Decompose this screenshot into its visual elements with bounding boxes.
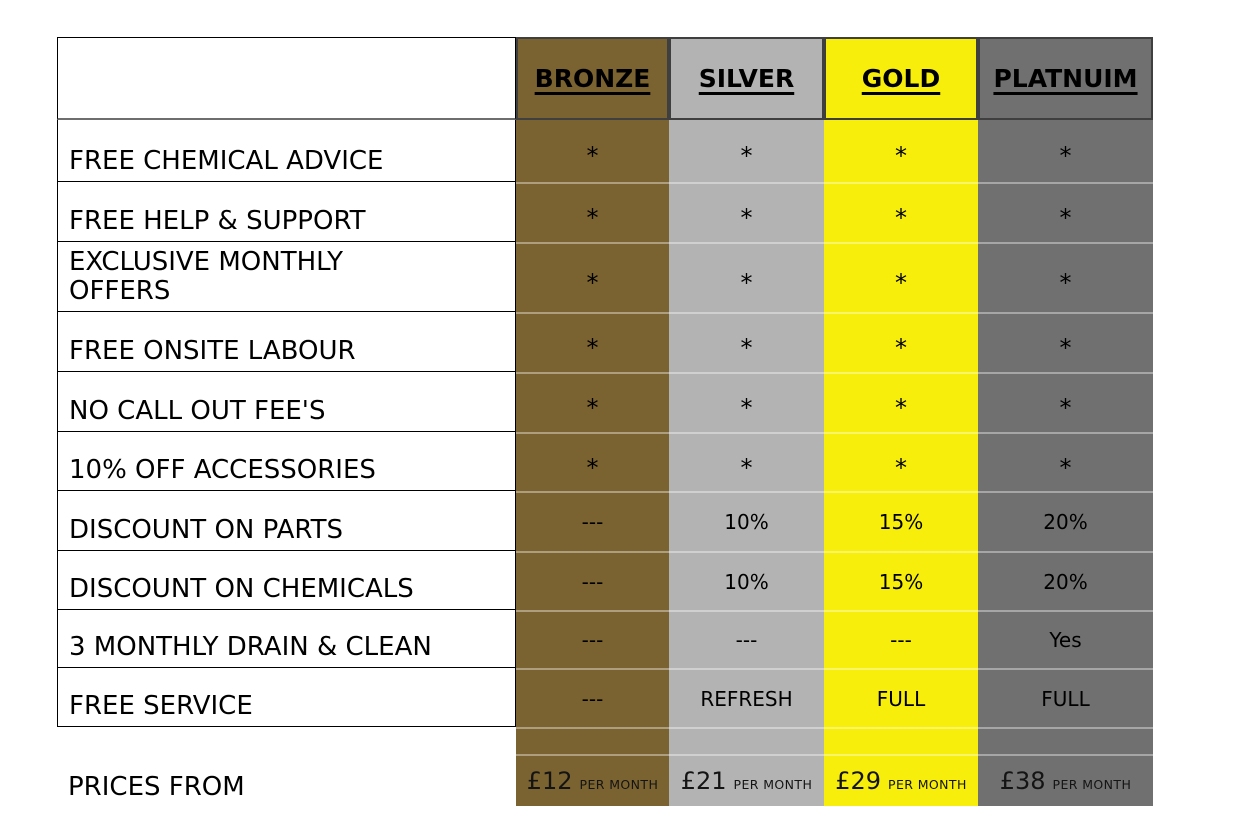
feature-value: * xyxy=(895,269,907,297)
feature-value: * xyxy=(1059,269,1072,297)
feature-value-cell xyxy=(978,610,1153,668)
feature-value-cell xyxy=(669,432,824,491)
price-cell-platnuim xyxy=(978,754,1153,806)
tier-header-bronze xyxy=(516,37,669,120)
price-cell-silver xyxy=(669,754,824,806)
feature-value: * xyxy=(895,142,907,170)
feature-value-cell xyxy=(516,372,669,432)
feature-value: * xyxy=(740,334,753,362)
feature-label-text: FREE HELP & SUPPORT xyxy=(69,205,366,236)
feature-value-cell xyxy=(669,610,824,668)
feature-value-cell xyxy=(824,551,978,610)
feature-value: * xyxy=(586,334,599,362)
price-amount: £21 xyxy=(680,767,727,795)
price-text xyxy=(527,767,659,795)
prices-from-text: PRICES FROM xyxy=(68,772,245,802)
feature-label-text: FREE ONSITE LABOUR xyxy=(69,335,356,366)
feature-value: --- xyxy=(581,569,604,594)
feature-value: * xyxy=(895,204,907,232)
price-unit: PER MONTH xyxy=(733,777,813,792)
spacer-cell xyxy=(516,727,669,754)
price-amount: £38 xyxy=(999,767,1046,795)
feature-value: FULL xyxy=(1041,686,1090,711)
feature-value: * xyxy=(895,453,907,482)
feature-value: * xyxy=(740,394,753,422)
feature-value-cell xyxy=(824,242,978,312)
feature-label-text: EXCLUSIVE MONTHLY OFFERS xyxy=(69,246,344,306)
feature-value: * xyxy=(895,334,907,362)
tier-header-label: BRONZE xyxy=(534,64,651,93)
feature-value: 10% xyxy=(724,510,769,534)
feature-value-cell xyxy=(824,432,978,491)
feature-label-text: 10% OFF ACCESSORIES xyxy=(69,454,376,485)
feature-label-text: FREE SERVICE xyxy=(69,690,253,721)
feature-label-text: DISCOUNT ON PARTS xyxy=(69,514,343,545)
spacer-cell xyxy=(978,727,1153,754)
feature-value-cell xyxy=(669,182,824,242)
feature-label-text: 3 MONTHLY DRAIN & CLEAN xyxy=(69,631,432,662)
feature-value-cell xyxy=(669,668,824,727)
feature-value-cell xyxy=(824,491,978,551)
feature-value-cell xyxy=(516,491,669,551)
feature-value-cell xyxy=(978,491,1153,551)
feature-value: FULL xyxy=(876,686,926,711)
feature-value: * xyxy=(586,142,599,170)
price-unit: PER MONTH xyxy=(579,777,659,792)
table-grid xyxy=(57,37,1153,806)
spacer-cell xyxy=(824,727,978,754)
feature-value: * xyxy=(740,204,753,232)
feature-value-cell xyxy=(978,432,1153,491)
feature-label xyxy=(57,668,516,727)
feature-value-cell xyxy=(669,372,824,432)
feature-value-cell xyxy=(978,182,1153,242)
feature-value-cell xyxy=(978,668,1153,727)
feature-value: * xyxy=(586,453,599,482)
feature-value: * xyxy=(586,394,599,422)
feature-value: 20% xyxy=(1043,569,1088,594)
feature-value: * xyxy=(740,142,753,170)
feature-value: --- xyxy=(581,628,604,652)
feature-value-cell xyxy=(669,120,824,182)
price-text xyxy=(835,767,967,795)
feature-value: 20% xyxy=(1043,510,1088,534)
feature-value: REFRESH xyxy=(700,686,793,711)
feature-value-cell xyxy=(669,491,824,551)
feature-value-cell xyxy=(516,312,669,372)
price-unit: PER MONTH xyxy=(888,777,967,792)
feature-label xyxy=(57,242,516,312)
feature-value-cell xyxy=(978,242,1153,312)
feature-value-cell xyxy=(516,432,669,491)
feature-value: * xyxy=(1059,204,1072,232)
feature-value: --- xyxy=(581,510,604,534)
feature-value: * xyxy=(740,269,753,297)
feature-label xyxy=(57,182,516,242)
price-cell-gold xyxy=(824,754,978,806)
feature-value-cell xyxy=(824,182,978,242)
feature-label-text: NO CALL OUT FEE'S xyxy=(69,395,326,426)
price-text xyxy=(681,767,813,795)
tier-header-gold xyxy=(824,37,978,120)
feature-label xyxy=(57,120,516,182)
price-amount: £12 xyxy=(526,767,573,795)
tier-header-platnuim xyxy=(978,37,1153,120)
tier-header-label: GOLD xyxy=(861,64,941,93)
feature-label xyxy=(57,432,516,491)
feature-value-cell xyxy=(824,668,978,727)
feature-value-cell xyxy=(824,312,978,372)
feature-value-cell xyxy=(824,120,978,182)
feature-label xyxy=(57,551,516,610)
feature-value: * xyxy=(586,204,599,232)
feature-value-cell xyxy=(824,372,978,432)
price-amount: £29 xyxy=(835,767,882,795)
price-unit: PER MONTH xyxy=(1052,777,1132,792)
feature-label xyxy=(57,610,516,668)
price-cell-bronze xyxy=(516,754,669,806)
feature-value-cell xyxy=(669,242,824,312)
feature-value: * xyxy=(1059,334,1072,362)
feature-value-cell xyxy=(516,668,669,727)
feature-value-cell xyxy=(669,312,824,372)
tier-header-label: SILVER xyxy=(698,64,795,93)
feature-value-cell xyxy=(516,551,669,610)
feature-value: * xyxy=(1059,453,1072,482)
feature-value: Yes xyxy=(1049,628,1082,652)
corner-empty-cell xyxy=(57,37,516,120)
feature-value-cell xyxy=(978,551,1153,610)
feature-value-cell xyxy=(516,242,669,312)
feature-value: * xyxy=(586,269,599,297)
feature-label xyxy=(57,312,516,372)
feature-value: 10% xyxy=(724,569,769,594)
prices-from-label xyxy=(57,727,516,806)
feature-value: * xyxy=(1059,142,1072,170)
feature-value: * xyxy=(895,394,907,422)
feature-label xyxy=(57,491,516,551)
feature-value-cell xyxy=(978,120,1153,182)
feature-value: 15% xyxy=(878,569,924,594)
tier-header-silver xyxy=(669,37,824,120)
feature-label xyxy=(57,372,516,432)
feature-value: --- xyxy=(735,628,758,652)
feature-value-cell xyxy=(978,372,1153,432)
feature-value: --- xyxy=(890,628,912,652)
spacer-cell xyxy=(669,727,824,754)
feature-value: * xyxy=(740,453,753,482)
feature-value-cell xyxy=(516,610,669,668)
feature-value-cell xyxy=(669,551,824,610)
feature-label-text: FREE CHEMICAL ADVICE xyxy=(69,145,384,176)
feature-value-cell xyxy=(516,120,669,182)
feature-value-cell xyxy=(516,182,669,242)
tier-header-label: PLATNUIM xyxy=(993,64,1138,93)
feature-label-text: DISCOUNT ON CHEMICALS xyxy=(69,573,414,604)
feature-value: --- xyxy=(581,686,604,711)
feature-value: * xyxy=(1059,394,1072,422)
feature-value: 15% xyxy=(878,510,924,534)
feature-value-cell xyxy=(978,312,1153,372)
feature-value-cell xyxy=(824,610,978,668)
price-text xyxy=(1000,767,1132,795)
